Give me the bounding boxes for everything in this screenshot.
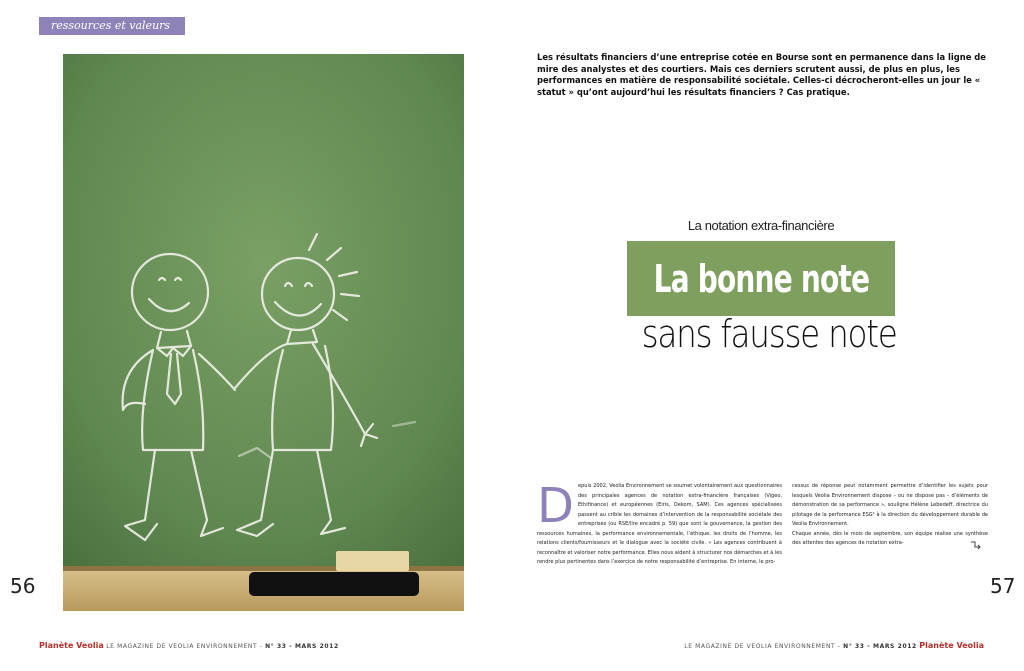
footer-left: Planète Veolia LE MAGAZINE DE VEOLIA ENVIRONNEMENT - N° 33 - MARS 2012 xyxy=(39,641,339,650)
headline-line-2: sans fausse note xyxy=(641,312,897,356)
body-column-1 xyxy=(537,478,782,568)
body-column-2 xyxy=(792,482,988,549)
footer-right: LE MAGAZINE DE VEOLIA ENVIRONNEMENT - N° 33 - MARS 2012 Planète Veolia xyxy=(684,641,984,650)
headline-box xyxy=(627,241,895,316)
footer-issue: N° 33 - MARS 2012 xyxy=(843,643,917,650)
page-number-right: 57 xyxy=(990,574,1016,598)
body-text-col1: epuis 2002, Veolia Environnement se soumet volontairement aux questionnaires des principales agences de notation extra-financière françaises (Vigeo, Ethifinance) et européennes (Eiris, Oekom, SAM). Ces agences spécialisées passent au crible les domaines d’intervention de la responsabilité sociétale des entreprises (ou RSE/lire encadré p. 59) que sont la gouvernance, la gestion des ressources humaines, la performance environnementale, l’éthique, les droits de l’homme, les relations clients/fournisseurs et le dialogue avec la société civile. « Les agences contribuent à reconnaître et valoriser notre performance. Elles nous aident à structurer nos démarches et à les rendre plus pertinentes dans l’exercice de notre responsabilité d’entreprise. En interne, le pro- xyxy=(537,483,782,565)
drop-cap: D xyxy=(537,478,574,534)
page-number-left: 56 xyxy=(10,574,36,598)
footer-magazine: LE MAGAZINE DE VEOLIA ENVIRONNEMENT xyxy=(106,643,258,650)
footer-brand: Planète Veolia xyxy=(919,641,984,650)
body-text-col2-para1: cessus de réponse peut notamment permettre d’identifier les sujets pour lesquels Veolia Environnement dispose – ou ne dispose pas – d’éléments de démonstration de sa performance », souligne Hélène Lebedeff, directrice du pilotage de la performance ESG¹ à la direction du développement durable de Veolia Environnement. xyxy=(792,483,988,527)
intro-paragraph: Les résultats financiers d’une entreprise cotée en Bourse sont en permanence dans la ligne de mire des analystes et des courtiers. Mais ces derniers scrutent aussi, de plus en plus, les performances en matière de responsabilité sociétale. Celles-ci décrocheront-elles un jour le « statut » qu’ont aujourd’hui les résultats financiers ? Cas pratique. xyxy=(537,52,986,97)
section-tag: ressources et valeurs xyxy=(39,17,185,35)
chalkboard-photo xyxy=(63,54,464,611)
chalk-drawing-illustration xyxy=(63,54,464,611)
footer-magazine: LE MAGAZINE DE VEOLIA ENVIRONNEMENT xyxy=(684,643,836,650)
continue-arrow-icon xyxy=(970,540,982,553)
headline-line-1: La bonne note xyxy=(653,256,869,301)
body-text-col2-para2: Chaque année, dès le mois de septembre, son équipe réalise une synthèse des attentes des agences de notation extra- xyxy=(792,530,988,546)
footer-brand: Planète Veolia xyxy=(39,641,104,650)
article-kicker: La notation extra-financière xyxy=(687,218,835,233)
footer-issue: N° 33 - MARS 2012 xyxy=(265,643,339,650)
